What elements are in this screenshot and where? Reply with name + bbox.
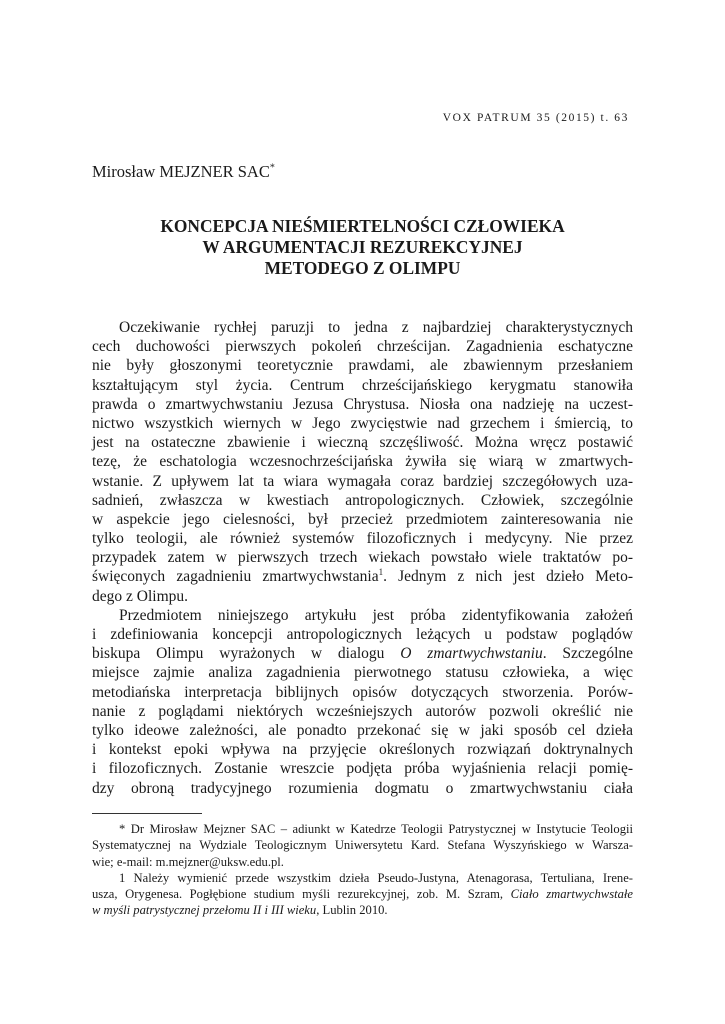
- body-line: jest na ostateczne zbawienie i wieczną szczęśliwość. Można wręcz postawić: [92, 434, 633, 452]
- body-line: i zdefiniowania koncepcji antropologicznych leżących u podstaw poglądów: [92, 626, 633, 643]
- footnote-line: Systematycznej na Wydziale Teologicznym Uniwersytetu Kard. Stefana Wyszyńskiego w Warsza-: [92, 838, 633, 853]
- footnote-line: [92, 902, 633, 918]
- body-line: miejsce zajmie analiza zagadnienia pierwotnego statusu człowieka, a więc: [92, 664, 633, 682]
- body-text-run: biskupa Olimpu wyrażonych w dialogu: [92, 645, 401, 663]
- body-line: i filozoficznych. Zostanie wreszcie podjęta próba wyjaśnienia relacji pomię-: [92, 760, 633, 778]
- body-text-run: . Jednym z nich jest dzieło Meto-: [383, 568, 634, 586]
- body-line: tylko teologii, ale również systemów filozoficznych i medycyny. Nie przez: [92, 530, 633, 548]
- body-text: [92, 318, 633, 798]
- body-line: przypadek zatem w pierwszych trzech wiekach powstało wiele traktatów po-: [92, 549, 633, 567]
- body-line: tylko ideowe zależności, ale ponadto przekonać się w jaki sposób cel dzieła: [92, 721, 633, 739]
- footnote-line: 1 Należy wymienić przede wszystkim dzieła Pseudo-Justyna, Atenagorasa, Tertuliana, Irene-: [119, 870, 633, 885]
- body-line: dzy obroną tradycyjnego rozumienia dogmatu o zmartwychwstaniu ciała: [92, 779, 633, 797]
- body-line: metodiańska interpretacja biblijnych opisów dotyczących stworzenia. Porów-: [92, 683, 633, 701]
- title-line: W ARGUMENTACJI REZUREKCYJNEJ: [202, 237, 523, 257]
- body-line: prawda o zmartwychwstaniu Jezusa Chrystusa. Niosła ona nadzieję na uczest-: [92, 395, 633, 413]
- footnote-text-run: , Lublin 2010.: [316, 903, 388, 918]
- footnote-line: [92, 886, 633, 902]
- body-text-run: . Szczególne: [542, 645, 634, 663]
- body-line: nie były głoszonymi teoretycznie prawdami, ale zbawiennym przesłaniem: [92, 357, 633, 375]
- footnote-italic: w myśli patrystycznej przełomu II i III wieku: [92, 903, 317, 918]
- body-line: cech duchowości pierwszych pokoleń chrześcijan. Zagadnienia eschatyczne: [92, 338, 633, 356]
- body-line: Oczekiwanie rychłej paruzji to jedna z najbardziej charakterystycznych: [119, 319, 633, 336]
- author-line: [92, 162, 275, 182]
- body-line: sadnień, zwłaszcza w kwestiach antropologicznych. Człowiek, szczególnie: [92, 491, 633, 509]
- body-line: kształtującym styl życia. Centrum chrześcijańskiego kerygmatu stanowiła: [92, 376, 633, 394]
- body-line: [92, 644, 633, 663]
- work-title-italic: O zmartwychwstaniu: [400, 645, 543, 663]
- article-title: [92, 216, 633, 279]
- footnotes: [92, 821, 633, 919]
- body-line: nictwo wszystkich wiernych w Jego zwycięstwie nad grzechem i śmiercią, to: [92, 414, 633, 432]
- body-line: i kontekst epoki wpływa na przyjęcie określonych rozwiązań doktrynalnych: [92, 741, 633, 759]
- footnote-separator: [92, 813, 202, 814]
- body-line: w aspekcie jego cielesności, był przecież przedmiotem zainteresowania nie: [92, 510, 633, 528]
- body-line: Przedmiotem niniejszego artykułu jest próba zidentyfikowania założeń: [119, 606, 633, 624]
- author-name: Mirosław MEJZNER SAC: [92, 162, 270, 181]
- footnote-text-run: usza, Orygenesa. Pogłębione studium myśli rezurekcyjnej, zob. M. Szram,: [92, 887, 511, 902]
- body-line: nanie z poglądami niektórych wcześniejszych autorów pozwoli określić nie: [92, 702, 633, 720]
- author-footnote-mark: *: [269, 162, 275, 174]
- body-text-run: święconych zagadnieniu zmartwychwstania: [92, 568, 379, 586]
- title-line: METODEGO Z OLIMPU: [264, 258, 461, 278]
- title-line: KONCEPCJA NIEŚMIERTELNOŚCI CZŁOWIEKA: [160, 216, 565, 236]
- footnote-ref-1: 1: [378, 567, 384, 578]
- body-line: wstanie. Z upływem lat ta wiara wymagała coraz bardziej szczegółowych uza-: [92, 472, 633, 490]
- body-line: dego z Olimpu.: [92, 587, 188, 605]
- footnote-italic: Ciało zmartwychwstałe: [510, 887, 633, 902]
- footnote-line: * Dr Mirosław Mejzner SAC – adiunkt w Katedrze Teologii Patrystycznej w Instytucie Teologii: [119, 822, 633, 836]
- body-line: tezę, że eschatologia wczesnochrześcijańska żywiła się wiarą w zmartwych-: [92, 453, 633, 471]
- footnote-line: wie; e-mail: m.mejzner@uksw.edu.pl.: [92, 854, 284, 869]
- running-header: VOX PATRUM 35 (2015) t. 63: [442, 112, 629, 124]
- body-line: [92, 567, 633, 586]
